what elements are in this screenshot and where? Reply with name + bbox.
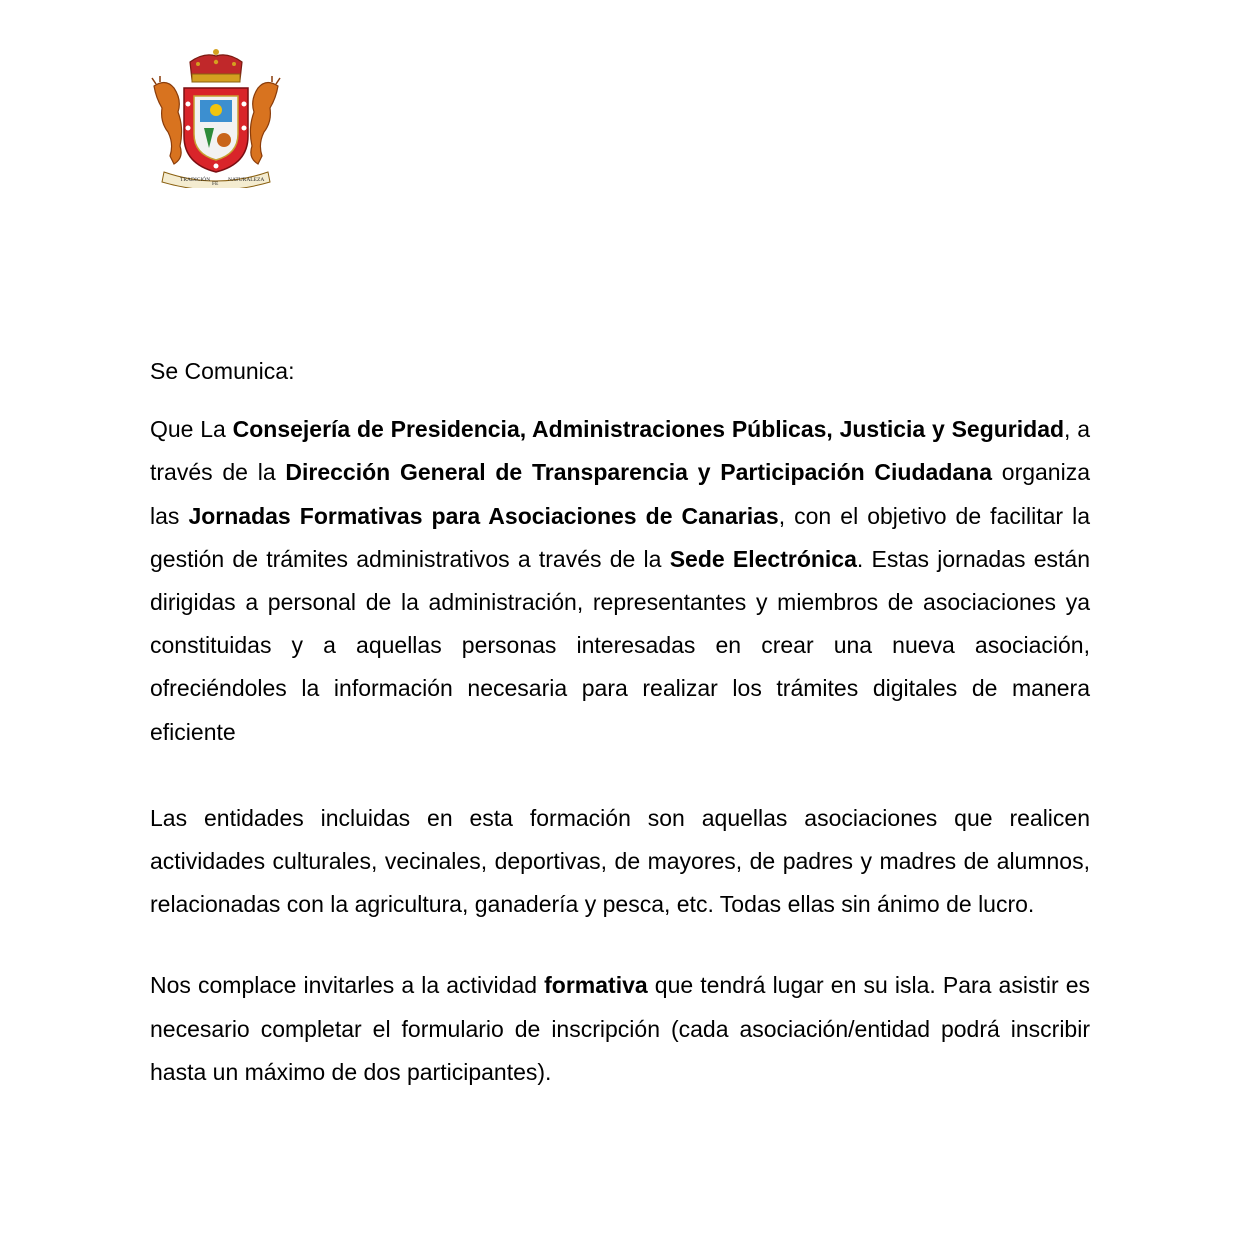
text-span: Nos complace invitarles a la actividad xyxy=(150,972,545,999)
bold-jornadas: Jornadas Formativas para Asociaciones de Canarias xyxy=(188,502,779,529)
coat-of-arms-icon xyxy=(148,48,284,188)
svg-text:FE: FE xyxy=(212,181,219,187)
text-span: , a través de la xyxy=(150,416,1090,486)
paragraph-intro xyxy=(150,408,1090,754)
text-span: que tendrá lugar en su isla. Para asistir es necesario completar el formulario de inscripción (cada asociación/entidad podrá inscribir hasta un máximo de dos participantes). xyxy=(150,972,1090,1085)
text-span: organiza las xyxy=(150,459,1090,529)
coat-of-arms-logo xyxy=(148,48,284,188)
bold-formativa: formativa xyxy=(544,972,648,999)
text-span: Que La xyxy=(150,416,233,443)
bold-direccion-general: Dirección General de Transparencia y Participación Ciudadana xyxy=(285,459,993,486)
paragraph-entities: Las entidades incluidas en esta formación son aquellas asociaciones que realicen actividades culturales, vecinales, deportivas, de mayores, de padres y madres de alumnos, relacionadas con la agricultura, ganadería y pesca, etc. Todas ellas sin ánimo de lucro. xyxy=(150,804,1090,918)
text-span: . Estas jornadas están dirigidas a personal de la administración, representantes y miembros de asociaciones ya constituidas y a aquellas personas interesadas en crear una nueva asociación, ofreciéndoles la información necesaria para realizar los trámites digitales de manera eficiente xyxy=(150,545,1090,745)
svg-text:TRADICIÓN: TRADICIÓN xyxy=(180,177,211,183)
document-body xyxy=(150,350,1090,1094)
svg-text:NATURALEZA: NATURALEZA xyxy=(228,177,265,183)
text-span: , con el objetivo de facilitar la gestión de trámites administrativos a través de la xyxy=(150,502,1090,572)
bold-sede-electronica: Sede Electrónica xyxy=(669,545,857,572)
greeting: Se Comunica: xyxy=(150,358,295,384)
paragraph-invitation xyxy=(150,964,1090,1094)
bold-consejeria: Consejería de Presidencia, Administraciones Públicas, Justicia y Seguridad xyxy=(232,416,1065,443)
